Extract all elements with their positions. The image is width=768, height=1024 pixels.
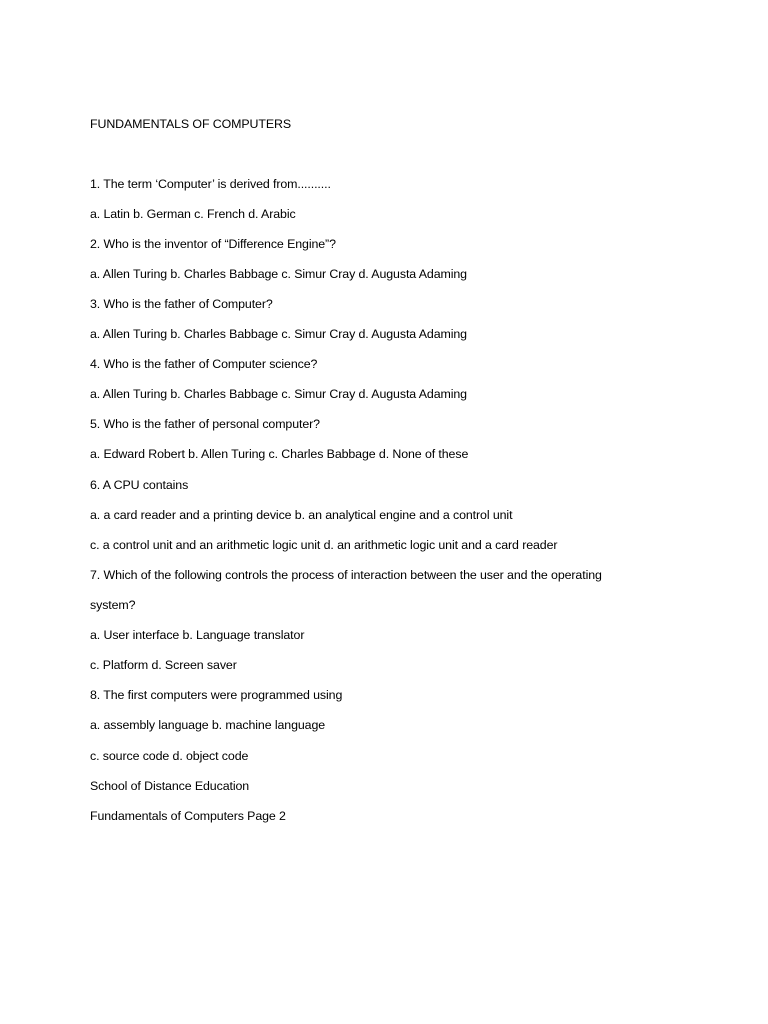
document-title: FUNDAMENTALS OF COMPUTERS — [90, 117, 292, 131]
question-7-options-line-2: c. Platform d. Screen saver — [90, 658, 237, 672]
question-1-options: a. Latin b. German c. French d. Arabic — [90, 207, 296, 221]
question-3-options: a. Allen Turing b. Charles Babbage c. Simur Cray d. Augusta Adaming — [90, 327, 467, 341]
question-4: 4. Who is the father of Computer science? — [90, 357, 318, 371]
question-8-options-line-1: a. assembly language b. machine language — [90, 718, 326, 732]
question-1: 1. The term ‘Computer’ is derived from.......... — [90, 177, 331, 191]
question-7-options-line-1: a. User interface b. Language translator — [90, 628, 305, 642]
question-4-options: a. Allen Turing b. Charles Babbage c. Simur Cray d. Augusta Adaming — [90, 387, 467, 401]
question-6: 6. A CPU contains — [90, 478, 189, 492]
question-2-options: a. Allen Turing b. Charles Babbage c. Simur Cray d. Augusta Adaming — [90, 267, 467, 281]
question-6-options-line-1: a. a card reader and a printing device b. an analytical engine and a control unit — [90, 508, 513, 522]
question-8: 8. The first computers were programmed using — [90, 688, 343, 702]
question-2: 2. Who is the inventor of “Difference Engine”? — [90, 237, 336, 251]
question-7-line-1: 7. Which of the following controls the process of interaction between the user and the operating — [90, 568, 602, 582]
question-5: 5. Who is the father of personal computer? — [90, 417, 320, 431]
question-7-line-2: system? — [90, 598, 136, 612]
question-6-options-line-2: c. a control unit and an arithmetic logic unit d. an arithmetic logic unit and a card reader — [90, 538, 558, 552]
question-5-options: a. Edward Robert b. Allen Turing c. Charles Babbage d. None of these — [90, 447, 469, 461]
footer-school: School of Distance Education — [90, 779, 250, 793]
footer-page-label: Fundamentals of Computers Page 2 — [90, 809, 286, 823]
question-3: 3. Who is the father of Computer? — [90, 297, 273, 311]
question-8-options-line-2: c. source code d. object code — [90, 749, 249, 763]
